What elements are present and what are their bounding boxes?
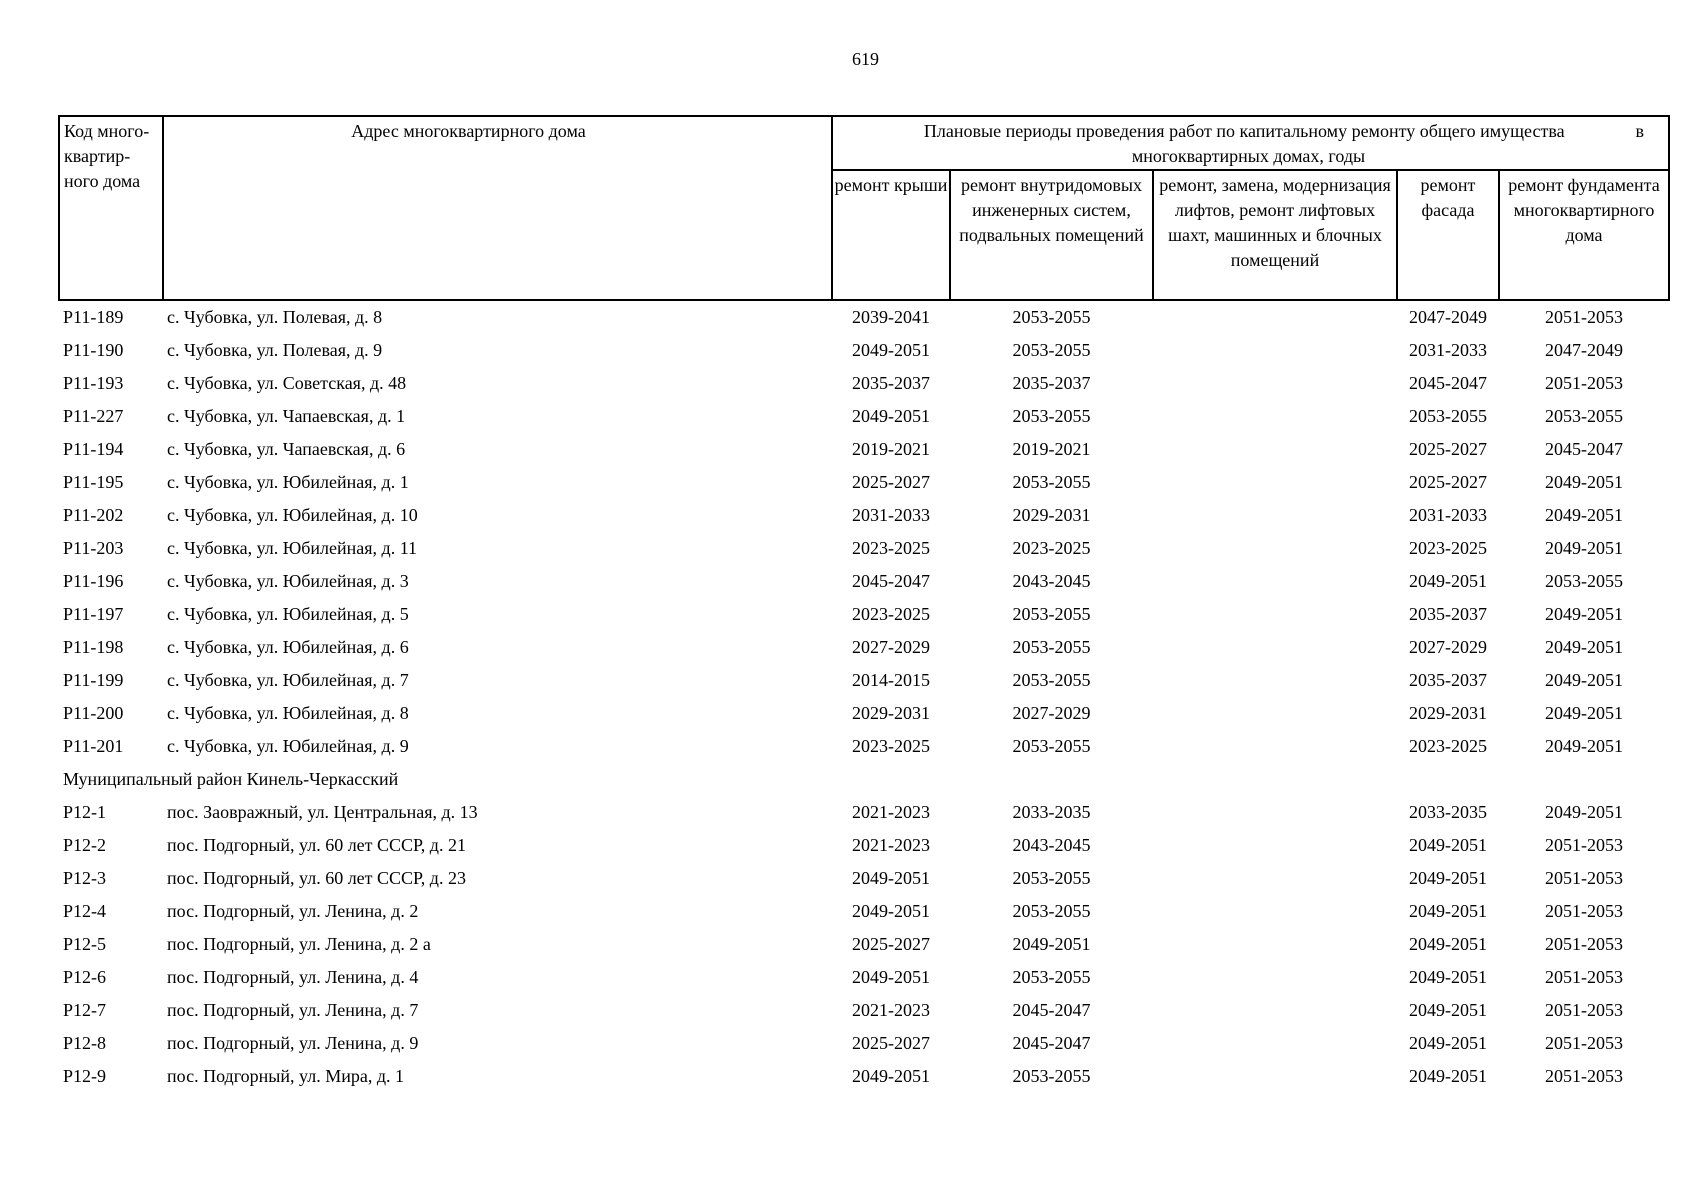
repair-schedule-table bbox=[58, 115, 1670, 1093]
cell-foundation: 2049-2051 bbox=[1545, 670, 1623, 690]
cell-elevators bbox=[1153, 994, 1397, 1027]
cell-engineering: 2033-2035 bbox=[1012, 802, 1091, 822]
cell-facade: 2025-2027 bbox=[1409, 439, 1487, 459]
cell-engineering: 2019-2021 bbox=[1012, 439, 1091, 459]
cell-code: Р11-190 bbox=[63, 340, 124, 360]
cell-facade: 2049-2051 bbox=[1409, 934, 1487, 954]
cell-foundation: 2047-2049 bbox=[1545, 340, 1623, 360]
cell-roof: 2049-2051 bbox=[852, 868, 930, 888]
cell-engineering: 2053-2055 bbox=[1012, 406, 1091, 426]
cell-foundation: 2045-2047 bbox=[1545, 439, 1623, 459]
cell-elevators bbox=[1153, 664, 1397, 697]
cell-facade: 2049-2051 bbox=[1409, 901, 1487, 921]
cell-roof: 2035-2037 bbox=[852, 373, 930, 393]
cell-roof: 2027-2029 bbox=[852, 637, 930, 657]
cell-facade: 2035-2037 bbox=[1409, 670, 1487, 690]
header-periods-group-line2: многоквартирных домах, годы bbox=[1131, 146, 1366, 166]
cell-elevators bbox=[1153, 532, 1397, 565]
header-periods-group bbox=[832, 116, 1669, 170]
cell-engineering: 2027-2029 bbox=[1012, 703, 1091, 723]
table-row bbox=[59, 400, 1669, 433]
cell-elevators bbox=[1153, 598, 1397, 631]
cell-elevators bbox=[1153, 466, 1397, 499]
cell-facade: 2047-2049 bbox=[1409, 307, 1487, 327]
cell-code: Р12-5 bbox=[63, 934, 107, 954]
cell-address: пос. Подгорный, ул. Ленина, д. 2 bbox=[167, 901, 419, 921]
cell-facade: 2049-2051 bbox=[1409, 835, 1487, 855]
cell-foundation: 2051-2053 bbox=[1545, 934, 1623, 954]
cell-engineering: 2043-2045 bbox=[1012, 571, 1091, 591]
cell-elevators bbox=[1153, 433, 1397, 466]
table-row bbox=[59, 300, 1669, 334]
cell-address: с. Чубовка, ул. Юбилейная, д. 10 bbox=[167, 505, 418, 525]
cell-engineering: 2035-2037 bbox=[1012, 373, 1091, 393]
header-code: Код много-квартир-ного дома bbox=[59, 116, 163, 300]
cell-roof: 2049-2051 bbox=[852, 967, 930, 987]
header-roof: ремонт крыши bbox=[832, 170, 950, 300]
cell-foundation: 2053-2055 bbox=[1545, 406, 1623, 426]
cell-facade: 2049-2051 bbox=[1409, 1066, 1487, 1086]
cell-engineering: 2045-2047 bbox=[1012, 1000, 1091, 1020]
cell-engineering: 2053-2055 bbox=[1012, 901, 1091, 921]
cell-code: Р12-9 bbox=[63, 1066, 107, 1086]
cell-elevators bbox=[1153, 895, 1397, 928]
cell-facade: 2029-2031 bbox=[1409, 703, 1487, 723]
cell-elevators bbox=[1153, 400, 1397, 433]
cell-roof: 2014-2015 bbox=[852, 670, 930, 690]
cell-facade: 2049-2051 bbox=[1409, 967, 1487, 987]
cell-code: Р12-8 bbox=[63, 1033, 107, 1053]
cell-engineering: 2049-2051 bbox=[1012, 934, 1091, 954]
cell-facade: 2025-2027 bbox=[1409, 472, 1487, 492]
cell-address: с. Чубовка, ул. Юбилейная, д. 9 bbox=[167, 736, 409, 756]
table-row bbox=[59, 334, 1669, 367]
cell-code: Р11-197 bbox=[63, 604, 124, 624]
header-periods-group-main: Плановые периоды проведения работ по капитальному ремонту общего имущества bbox=[923, 121, 1565, 141]
cell-elevators bbox=[1153, 367, 1397, 400]
table-row bbox=[59, 367, 1669, 400]
header-elevators: ремонт, замена, модернизация лифтов, ремонт лифтовых шахт, машинных и блочных помещений bbox=[1153, 170, 1397, 300]
cell-roof: 2049-2051 bbox=[852, 1066, 930, 1086]
cell-code: Р11-198 bbox=[63, 637, 124, 657]
table-row bbox=[59, 433, 1669, 466]
cell-code: Р11-195 bbox=[63, 472, 124, 492]
cell-foundation: 2051-2053 bbox=[1545, 1066, 1623, 1086]
cell-engineering: 2053-2055 bbox=[1012, 670, 1091, 690]
cell-facade: 2031-2033 bbox=[1409, 340, 1487, 360]
cell-code: Р12-7 bbox=[63, 1000, 107, 1020]
cell-code: Р12-1 bbox=[63, 802, 107, 822]
cell-elevators bbox=[1153, 796, 1397, 829]
cell-elevators bbox=[1153, 1060, 1397, 1093]
cell-elevators bbox=[1153, 730, 1397, 763]
cell-elevators bbox=[1153, 499, 1397, 532]
cell-address: пос. Подгорный, ул. 60 лет СССР, д. 23 bbox=[167, 868, 466, 888]
cell-elevators bbox=[1153, 300, 1397, 334]
cell-code: Р11-227 bbox=[63, 406, 124, 426]
cell-foundation: 2049-2051 bbox=[1545, 604, 1623, 624]
cell-facade: 2033-2035 bbox=[1409, 802, 1487, 822]
cell-address: пос. Подгорный, ул. Мира, д. 1 bbox=[167, 1066, 404, 1086]
cell-facade: 2031-2033 bbox=[1409, 505, 1487, 525]
cell-address: с. Чубовка, ул. Юбилейная, д. 11 bbox=[167, 538, 418, 558]
cell-foundation: 2051-2053 bbox=[1545, 901, 1623, 921]
cell-engineering: 2029-2031 bbox=[1012, 505, 1091, 525]
table-row bbox=[59, 499, 1669, 532]
cell-foundation: 2051-2053 bbox=[1545, 967, 1623, 987]
cell-elevators bbox=[1153, 961, 1397, 994]
page-number: 619 bbox=[852, 49, 879, 69]
table-row bbox=[59, 565, 1669, 598]
cell-foundation: 2049-2051 bbox=[1545, 802, 1623, 822]
cell-roof: 2023-2025 bbox=[852, 538, 930, 558]
cell-engineering: 2045-2047 bbox=[1012, 1033, 1091, 1053]
cell-address: пос. Подгорный, ул. Ленина, д. 9 bbox=[167, 1033, 419, 1053]
table-row bbox=[59, 928, 1669, 961]
cell-foundation: 2053-2055 bbox=[1545, 571, 1623, 591]
cell-address: с. Чубовка, ул. Чапаевская, д. 1 bbox=[167, 406, 406, 426]
cell-facade: 2045-2047 bbox=[1409, 373, 1487, 393]
cell-engineering: 2053-2055 bbox=[1012, 307, 1091, 327]
cell-address: пос. Заовражный, ул. Центральная, д. 13 bbox=[167, 802, 478, 822]
cell-code: Р11-189 bbox=[63, 307, 124, 327]
table-row bbox=[59, 994, 1669, 1027]
cell-foundation: 2051-2053 bbox=[1545, 373, 1623, 393]
table-row bbox=[59, 1060, 1669, 1093]
header-engineering: ремонт внутридомовых инженерных систем, подвальных помещений bbox=[950, 170, 1153, 300]
cell-address: с. Чубовка, ул. Советская, д. 48 bbox=[167, 373, 407, 393]
table-row bbox=[59, 598, 1669, 631]
cell-code: Р12-4 bbox=[63, 901, 107, 921]
cell-foundation: 2049-2051 bbox=[1545, 637, 1623, 657]
cell-elevators bbox=[1153, 565, 1397, 598]
cell-elevators bbox=[1153, 334, 1397, 367]
table-row bbox=[59, 796, 1669, 829]
cell-elevators bbox=[1153, 862, 1397, 895]
cell-elevators bbox=[1153, 697, 1397, 730]
cell-elevators bbox=[1153, 631, 1397, 664]
cell-foundation: 2049-2051 bbox=[1545, 538, 1623, 558]
cell-address: с. Чубовка, ул. Юбилейная, д. 3 bbox=[167, 571, 409, 591]
cell-foundation: 2051-2053 bbox=[1545, 1000, 1623, 1020]
cell-code: Р12-6 bbox=[63, 967, 107, 987]
cell-foundation: 2051-2053 bbox=[1545, 868, 1623, 888]
cell-code: Р11-194 bbox=[63, 439, 124, 459]
cell-roof: 2021-2023 bbox=[852, 1000, 930, 1020]
cell-facade: 2049-2051 bbox=[1409, 1033, 1487, 1053]
cell-engineering: 2053-2055 bbox=[1012, 868, 1091, 888]
cell-foundation: 2049-2051 bbox=[1545, 472, 1623, 492]
cell-code: Р11-202 bbox=[63, 505, 124, 525]
cell-roof: 2021-2023 bbox=[852, 835, 930, 855]
section-title: Муниципальный район Кинель-Черкасский bbox=[63, 769, 399, 789]
cell-address: с. Чубовка, ул. Полевая, д. 8 bbox=[167, 307, 383, 327]
table-header bbox=[59, 116, 1669, 300]
cell-code: Р11-196 bbox=[63, 571, 124, 591]
cell-foundation: 2051-2053 bbox=[1545, 835, 1623, 855]
cell-facade: 2023-2025 bbox=[1409, 736, 1487, 756]
cell-foundation: 2051-2053 bbox=[1545, 307, 1623, 327]
table-row bbox=[59, 664, 1669, 697]
header-facade: ремонт фасада bbox=[1397, 170, 1499, 300]
cell-address: с. Чубовка, ул. Чапаевская, д. 6 bbox=[167, 439, 406, 459]
cell-foundation: 2049-2051 bbox=[1545, 703, 1623, 723]
table-row bbox=[59, 466, 1669, 499]
table-row bbox=[59, 1027, 1669, 1060]
table-row bbox=[59, 631, 1669, 664]
cell-foundation: 2049-2051 bbox=[1545, 505, 1623, 525]
table-row bbox=[59, 961, 1669, 994]
header-address: Адрес многоквартирного дома bbox=[163, 116, 832, 300]
cell-address: с. Чубовка, ул. Юбилейная, д. 8 bbox=[167, 703, 409, 723]
cell-code: Р11-199 bbox=[63, 670, 124, 690]
cell-engineering: 2023-2025 bbox=[1012, 538, 1091, 558]
table-row bbox=[59, 532, 1669, 565]
cell-roof: 2049-2051 bbox=[852, 340, 930, 360]
cell-code: Р11-201 bbox=[63, 736, 124, 756]
cell-code: Р12-3 bbox=[63, 868, 107, 888]
cell-engineering: 2053-2055 bbox=[1012, 967, 1091, 987]
cell-facade: 2049-2051 bbox=[1409, 868, 1487, 888]
header-foundation: ремонт фундамента многоквартирного дома bbox=[1499, 170, 1669, 300]
cell-address: пос. Подгорный, ул. Ленина, д. 7 bbox=[167, 1000, 419, 1020]
cell-engineering: 2053-2055 bbox=[1012, 340, 1091, 360]
cell-roof: 2021-2023 bbox=[852, 802, 930, 822]
cell-address: с. Чубовка, ул. Юбилейная, д. 1 bbox=[167, 472, 409, 492]
cell-roof: 2023-2025 bbox=[852, 736, 930, 756]
cell-code: Р12-2 bbox=[63, 835, 107, 855]
cell-elevators bbox=[1153, 1027, 1397, 1060]
cell-facade: 2023-2025 bbox=[1409, 538, 1487, 558]
cell-address: с. Чубовка, ул. Юбилейная, д. 7 bbox=[167, 670, 409, 690]
cell-facade: 2049-2051 bbox=[1409, 571, 1487, 591]
cell-address: пос. Подгорный, ул. Ленина, д. 2 а bbox=[167, 934, 431, 954]
cell-address: пос. Подгорный, ул. 60 лет СССР, д. 21 bbox=[167, 835, 466, 855]
cell-facade: 2027-2029 bbox=[1409, 637, 1487, 657]
table-row bbox=[59, 697, 1669, 730]
cell-elevators bbox=[1153, 829, 1397, 862]
cell-engineering: 2053-2055 bbox=[1012, 604, 1091, 624]
cell-roof: 2025-2027 bbox=[852, 1033, 930, 1053]
cell-roof: 2025-2027 bbox=[852, 934, 930, 954]
table-row bbox=[59, 730, 1669, 763]
cell-foundation: 2049-2051 bbox=[1545, 736, 1623, 756]
cell-roof: 2031-2033 bbox=[852, 505, 930, 525]
cell-engineering: 2043-2045 bbox=[1012, 835, 1091, 855]
cell-code: Р11-200 bbox=[63, 703, 124, 723]
cell-roof: 2049-2051 bbox=[852, 901, 930, 921]
table-row bbox=[59, 895, 1669, 928]
cell-address: с. Чубовка, ул. Юбилейная, д. 5 bbox=[167, 604, 409, 624]
cell-engineering: 2053-2055 bbox=[1012, 1066, 1091, 1086]
header-periods-group-tail: в bbox=[1635, 121, 1645, 141]
cell-roof: 2019-2021 bbox=[852, 439, 930, 459]
cell-address: пос. Подгорный, ул. Ленина, д. 4 bbox=[167, 967, 419, 987]
cell-foundation: 2051-2053 bbox=[1545, 1033, 1623, 1053]
section-row bbox=[59, 763, 1669, 796]
cell-facade: 2035-2037 bbox=[1409, 604, 1487, 624]
cell-roof: 2029-2031 bbox=[852, 703, 930, 723]
cell-address: с. Чубовка, ул. Полевая, д. 9 bbox=[167, 340, 383, 360]
cell-code: Р11-193 bbox=[63, 373, 124, 393]
cell-address: с. Чубовка, ул. Юбилейная, д. 6 bbox=[167, 637, 409, 657]
cell-facade: 2049-2051 bbox=[1409, 1000, 1487, 1020]
cell-roof: 2045-2047 bbox=[852, 571, 930, 591]
cell-engineering: 2053-2055 bbox=[1012, 472, 1091, 492]
cell-roof: 2039-2041 bbox=[852, 307, 930, 327]
table-row bbox=[59, 829, 1669, 862]
cell-roof: 2049-2051 bbox=[852, 406, 930, 426]
cell-engineering: 2053-2055 bbox=[1012, 637, 1091, 657]
cell-code: Р11-203 bbox=[63, 538, 124, 558]
cell-engineering: 2053-2055 bbox=[1012, 736, 1091, 756]
table-row bbox=[59, 862, 1669, 895]
cell-roof: 2025-2027 bbox=[852, 472, 930, 492]
cell-facade: 2053-2055 bbox=[1409, 406, 1487, 426]
cell-roof: 2023-2025 bbox=[852, 604, 930, 624]
cell-elevators bbox=[1153, 928, 1397, 961]
table-body bbox=[59, 300, 1669, 1093]
